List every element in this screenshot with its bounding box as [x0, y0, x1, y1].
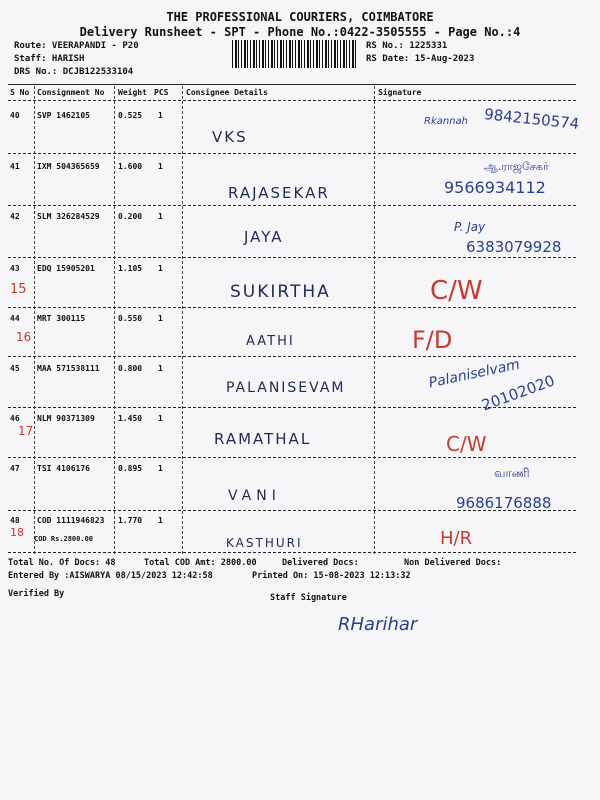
printed-on: Printed On: 15-08-2023 12:13:32 — [252, 571, 411, 581]
row-signature: F/D — [412, 326, 453, 354]
column-divider — [34, 86, 35, 554]
cod-amount: COD Rs.2800.00 — [34, 535, 94, 543]
header-row-divider — [8, 100, 576, 101]
row-note: 15 — [10, 282, 27, 297]
row-consignee: PALANISEVAM — [226, 380, 346, 396]
row-signature: C/W — [430, 276, 483, 306]
row-divider — [8, 510, 576, 511]
column-header-sno: S No — [10, 88, 30, 97]
row-sno: 48 — [10, 516, 20, 525]
row-weight: 0.550 — [118, 314, 143, 323]
staff-signature-handwriting: RHarihar — [338, 614, 418, 635]
verified-by-label: Verified By — [8, 589, 65, 599]
row-weight: 1.770 — [118, 516, 143, 525]
row-signature-phone: 6383079928 — [466, 238, 562, 256]
row-sno: 41 — [10, 162, 20, 171]
row-weight: 0.895 — [118, 464, 143, 473]
row-signature-date: 20102020 — [479, 371, 558, 415]
row-consignment: MRT 300115 — [37, 314, 86, 323]
row-pcs: 1 — [158, 414, 163, 423]
row-consignee: VKS — [212, 128, 248, 146]
row-sno: 46 — [10, 414, 20, 423]
row-consignee: KASTHURI — [226, 536, 303, 550]
row-consignment: EDQ 15905201 — [37, 264, 95, 273]
row-consignment: MAA 571538111 — [37, 364, 100, 373]
column-header-consignee: Consignee Details — [186, 88, 268, 97]
row-sno: 47 — [10, 464, 20, 473]
row-consignment: TSI 4106176 — [37, 464, 90, 473]
row-sno: 44 — [10, 314, 20, 323]
row-sno: 43 — [10, 264, 20, 273]
rs-number: RS No.: 1225331 — [366, 41, 448, 51]
row-consignment: SLM 326284529 — [37, 212, 100, 221]
row-pcs: 1 — [158, 264, 163, 273]
barcode — [232, 40, 358, 68]
total-docs: Total No. Of Docs: 48 — [8, 558, 116, 568]
row-signature: H/R — [440, 528, 473, 549]
row-signature-phone: 9842150574 — [483, 105, 581, 133]
row-weight: 1.600 — [118, 162, 143, 171]
staff-signature-label: Staff Signature — [270, 593, 347, 603]
row-consignee: AATHI — [246, 334, 295, 349]
row-signature: Rkannah — [424, 116, 469, 127]
row-consignment: COD 1111946823 — [37, 516, 105, 525]
row-divider — [8, 407, 576, 408]
row-note: 17 — [18, 424, 34, 438]
column-divider — [374, 86, 375, 554]
row-weight: 0.200 — [118, 212, 143, 221]
row-sno: 40 — [10, 111, 20, 120]
row-pcs: 1 — [158, 162, 163, 171]
row-signature-phone: 9686176888 — [456, 494, 552, 512]
row-divider — [8, 153, 576, 154]
row-consignment: NLM 90371309 — [37, 414, 95, 423]
column-divider — [114, 86, 115, 554]
row-consignee: RAJASEKAR — [228, 184, 330, 202]
row-divider — [8, 457, 576, 458]
row-consignee: RAMATHAL — [214, 430, 312, 448]
delivered-docs: Delivered Docs: — [282, 558, 359, 568]
row-pcs: 1 — [158, 314, 163, 323]
row-divider — [8, 356, 576, 357]
row-consignee: VANI — [228, 488, 281, 504]
table-bottom-border — [8, 552, 576, 553]
row-consignee: SUKIRTHA — [230, 282, 331, 302]
total-cod-amount: Total COD Amt: 2800.00 — [144, 558, 257, 568]
table-top-border — [8, 84, 576, 85]
row-pcs: 1 — [158, 111, 163, 120]
row-divider — [8, 257, 576, 258]
row-weight: 1.450 — [118, 414, 143, 423]
row-divider — [8, 307, 576, 308]
row-signature: ஆ.ராஜசேகர் — [484, 160, 549, 173]
non-delivered-docs: Non Delivered Docs: — [404, 558, 502, 568]
row-consignee: JAYA — [244, 228, 284, 246]
row-signature: C/W — [446, 432, 487, 456]
row-pcs: 1 — [158, 464, 163, 473]
route-label: Route: VEERAPANDI - P20 — [14, 41, 139, 51]
column-header-weight: Weight — [118, 88, 147, 97]
staff-label: Staff: HARISH — [14, 54, 85, 64]
runsheet-title: THE PROFESSIONAL COURIERS, COIMBATORE — [166, 10, 434, 24]
drs-number: DRS No.: DCJB122533104 — [14, 67, 134, 77]
entered-by: Entered By :AISWARYA 08/15/2023 12:42:58 — [8, 571, 213, 581]
row-weight: 0.525 — [118, 111, 143, 120]
row-note: 16 — [16, 330, 32, 344]
row-signature: P. Jay — [454, 220, 486, 234]
column-header-signature: Signature — [378, 88, 422, 97]
row-consignment: SVP 1462105 — [37, 111, 90, 120]
column-header-consignment: Consignment No — [37, 88, 105, 97]
runsheet-subtitle: Delivery Runsheet - SPT - Phone No.:0422-3505555 - Page No.:4 — [79, 25, 521, 39]
row-divider — [8, 205, 576, 206]
row-consignment: IXM 504365659 — [37, 162, 100, 171]
row-weight: 1.105 — [118, 264, 143, 273]
row-pcs: 1 — [158, 212, 163, 221]
row-signature: Palaniselvam — [427, 356, 522, 392]
row-signature: வாணி — [494, 466, 530, 480]
row-note: 18 — [10, 526, 24, 539]
rs-date: RS Date: 15-Aug-2023 — [366, 54, 475, 64]
row-weight: 0.800 — [118, 364, 143, 373]
row-pcs: 1 — [158, 516, 163, 525]
row-sno: 42 — [10, 212, 20, 221]
row-sno: 45 — [10, 364, 20, 373]
row-pcs: 1 — [158, 364, 163, 373]
column-divider — [182, 86, 183, 554]
row-signature-phone: 9566934112 — [444, 178, 546, 197]
column-header-pcs: PCS — [154, 88, 169, 97]
